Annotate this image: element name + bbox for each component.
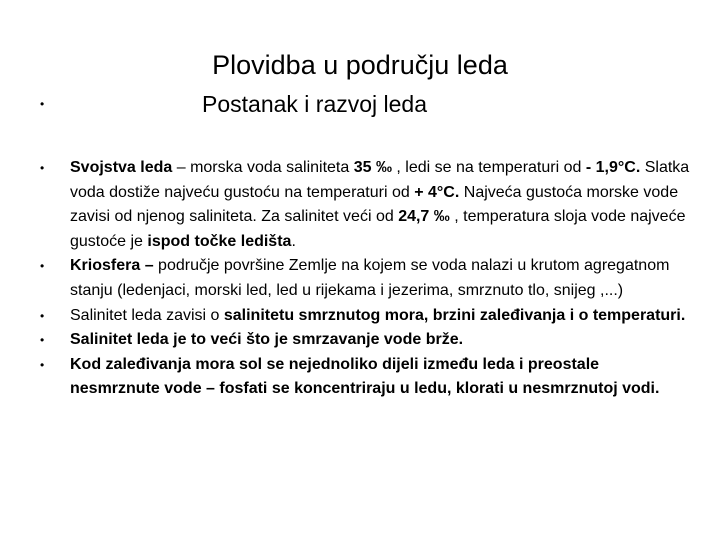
bold-text-segment: Salinitet leda je to veći što je smrzavanje vode brže.: [70, 331, 464, 349]
text-segment: , temperatura sloja vode najveće gustoće je: [70, 208, 686, 250]
list-item: [40, 353, 690, 402]
bold-text-segment: Kriosfera –: [70, 257, 154, 275]
text-segment: područje površine Zemlje na kojem se voda nalazi u krutom agregatnom stanju (ledenjaci, morski led, led u rijekama i jezerima, smrznuto tlo, snijeg ,...): [70, 257, 670, 299]
bold-text-segment: Svojstva leda: [70, 159, 173, 176]
list-item: [40, 156, 690, 254]
bullet-icon: •: [40, 333, 45, 348]
bold-text-segment: + 4°C.: [414, 183, 460, 201]
slide-subtitle: Postanak i razvoj leda: [202, 91, 428, 117]
list-item-text: [70, 304, 690, 329]
list-item-text: [70, 254, 690, 303]
slide-title-text: Plovidba u području leda: [212, 50, 508, 80]
text-segment: .: [291, 232, 296, 250]
bold-text-segment: Kod zaleđivanja mora sol se nejednoliko dijeli između leda i preostale nesmrznute vode – fosfati se koncentriraju u ledu, klorati u nesmrznutoj vodi.: [70, 355, 660, 398]
text-segment: Salinitet leda zavisi o: [70, 306, 224, 324]
text-segment: Slatka voda dostiže najveću gustoću na temperaturi od: [70, 159, 690, 201]
bold-text-segment: 24,7 ‰: [398, 208, 450, 226]
list-item-text: [70, 156, 690, 254]
bullet-icon: •: [40, 161, 45, 175]
list-item: [40, 328, 690, 353]
subtitle-row: [40, 89, 690, 119]
bold-text-segment: ispod točke ledišta: [147, 232, 292, 250]
bullet-icon: •: [40, 97, 45, 111]
bold-text-segment: - 1,9°C.: [585, 159, 641, 176]
list-item-text: [70, 328, 690, 353]
text-segment: , ledi se na temperaturi od: [391, 159, 586, 176]
bold-text-segment: salinitetu smrznutog mora, brzini zaleđivanja i o temperaturi.: [223, 306, 686, 324]
bullet-icon: •: [40, 357, 45, 372]
bullet-icon: •: [40, 308, 45, 323]
list-item: [40, 304, 690, 329]
bullet-icon: •: [40, 259, 45, 274]
bullet-list: [40, 156, 690, 402]
text-segment: – morska voda saliniteta: [172, 159, 354, 176]
list-item-text: [70, 353, 690, 402]
slide-title: [0, 48, 720, 82]
bold-text-segment: 35 ‰: [353, 159, 392, 176]
text-segment: Najveća gustoća morske vode zavisi od njenog saliniteta. Za salinitet veći od: [70, 183, 679, 226]
list-item: [40, 254, 690, 303]
